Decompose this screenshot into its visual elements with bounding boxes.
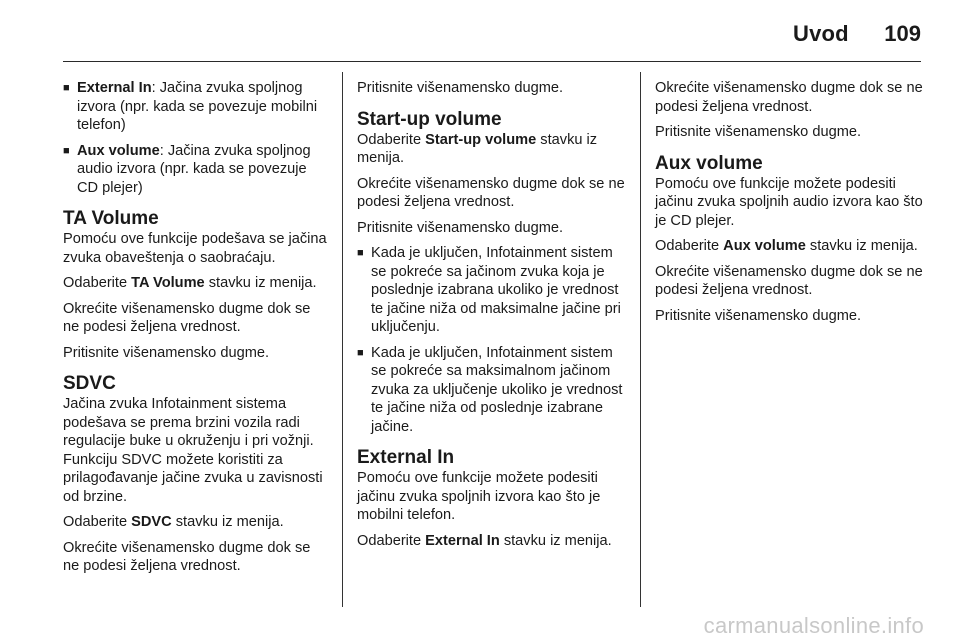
heading-startup-volume: Start-up volume [357, 108, 502, 130]
term: Aux volume [77, 142, 160, 159]
column-right [655, 79, 927, 332]
paragraph: Pritisnite višenamensko dugme. [357, 219, 564, 236]
paragraph: Odaberite TA Volume stavku iz menija. [63, 275, 317, 291]
term: Start-up volume [425, 131, 537, 148]
list-item [357, 344, 629, 437]
paragraph: Okrećite višenamensko dugme dok se ne podesi željena vrednost. [63, 539, 311, 574]
paragraph: Pomoću ove funkcije podešava se jačina zvuka obaveštenja o saobraćaju. [63, 231, 327, 266]
paragraph: Odaberite SDVC stavku iz menija. [63, 514, 284, 530]
paragraph: Okrećite višenamensko dugme dok se ne podesi željena vrednost. [655, 263, 923, 298]
item-text: : Jačina zvuka spoljnog izvora (npr. kada se povezuje mobilni telefon) [77, 80, 318, 133]
paragraph: Odaberite Start-up volume stavku iz menija. [357, 131, 598, 166]
column-divider [342, 72, 343, 607]
column-middle [357, 79, 629, 557]
list-item-external-in [63, 79, 329, 135]
paragraph: Okrećite višenamensko dugme dok se ne podesi željena vrednost. [655, 80, 923, 115]
item-text: Kada je uključen, Infotainment sistem se pokreće sa maksimalnom jačinom zvuka za uključenje ukoliko je vrednost te jačine niža od poslednje izabrane jačine. [371, 344, 623, 435]
column-divider [640, 72, 641, 607]
header-divider [63, 61, 921, 62]
list-item [357, 244, 629, 337]
item-text: : Jačina zvuka spoljnog audio izvora (npr. kada se povezuje CD plejer) [77, 142, 311, 196]
term: SDVC [131, 514, 172, 530]
bullet-icon: ■ [357, 247, 364, 259]
paragraph: Okrećite višenamensko dugme dok se ne podesi željena vrednost. [357, 175, 625, 210]
paragraph: Pomoću ove funkcije možete podesiti jačinu zvuka spoljnih audio izvora kao što je CD plejer. [655, 175, 923, 229]
paragraph: Pritisnite višenamensko dugme. [655, 307, 862, 324]
bullet-icon: ■ [63, 82, 70, 94]
term: External In [425, 532, 500, 549]
item-text: Kada je uključen, Infotainment sistem se pokreće sa jačinom zvuka koja je poslednje izabrana ukoliko je vrednost te jačine niža od maksimalne jačine pri uključenju. [371, 245, 621, 335]
bullet-icon: ■ [357, 346, 364, 359]
heading-aux-volume: Aux volume [655, 152, 763, 174]
heading-external-in: External In [357, 447, 455, 468]
paragraph: Odaberite External In stavku iz menija. [357, 532, 612, 549]
list-item-aux-volume [63, 142, 329, 198]
page-number: 109 [884, 21, 921, 46]
column-left [63, 79, 329, 583]
heading-sdvc: SDVC [63, 373, 116, 394]
watermark: carmanualsonline.info [703, 613, 924, 638]
paragraph: Jačina zvuka Infotainment sistema podešava se prema brzini vozila radi regulacije buke u okruženju i pri vožnji. Funkciju SDVC možete koristiti za prilagođavanje jačine zvuka u zavisnosti od brzine. [63, 396, 323, 505]
paragraph: Odaberite Aux volume stavku iz menija. [655, 238, 918, 254]
section-title: Uvod [793, 21, 849, 46]
term: External In [77, 80, 152, 96]
bullet-icon: ■ [63, 144, 70, 157]
paragraph: Pritisnite višenamensko dugme. [655, 124, 862, 140]
term: TA Volume [131, 275, 205, 291]
paragraph: Pritisnite višenamensko dugme. [63, 344, 270, 361]
paragraph: Pritisnite višenamensko dugme. [357, 80, 564, 96]
heading-ta-volume: TA Volume [63, 208, 159, 229]
term: Aux volume [723, 238, 806, 254]
paragraph: Pomoću ove funkcije možete podesiti jačinu zvuka spoljnih izvora kao što je mobilni telefon. [357, 470, 601, 523]
paragraph: Okrećite višenamensko dugme dok se ne podesi željena vrednost. [63, 300, 311, 335]
